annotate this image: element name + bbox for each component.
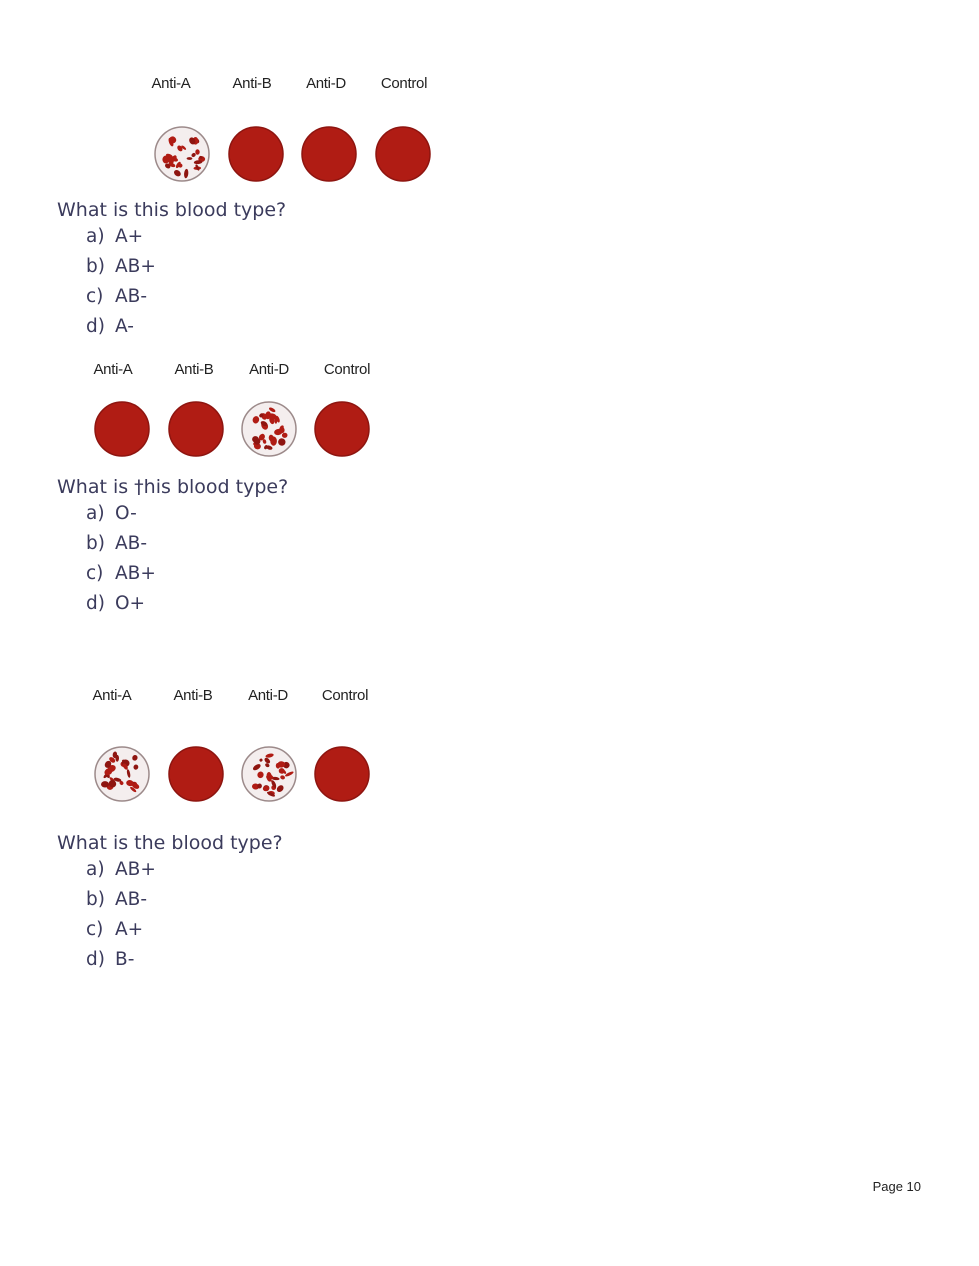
well-row	[86, 745, 386, 805]
reagent-label-anti-d: Anti-D	[248, 687, 288, 704]
page-number: Page 10	[872, 1179, 921, 1194]
option-c[interactable]: c) A+	[86, 919, 144, 940]
reagent-label-anti-d: Anti-D	[249, 361, 289, 378]
reagent-label-anti-a: Anti-A	[151, 75, 191, 92]
option-d[interactable]: d) A-	[86, 316, 134, 337]
option-b[interactable]: b) AB-	[86, 889, 148, 910]
option-b[interactable]: b) AB+	[86, 256, 156, 277]
reagent-label-anti-b: Anti-B	[232, 75, 272, 92]
question-1-options	[86, 226, 156, 346]
option-b[interactable]: b) AB-	[86, 533, 148, 554]
well-anti-a	[153, 125, 211, 183]
reagent-labels	[86, 687, 386, 717]
reagent-label-control: Control	[323, 361, 371, 378]
well-anti-d	[240, 400, 298, 458]
option-a[interactable]: a) O-	[86, 503, 137, 524]
well-anti-d	[300, 125, 358, 183]
reagent-label-anti-b: Anti-B	[173, 687, 213, 704]
reagent-label-control: Control	[321, 687, 369, 704]
reagent-label-anti-d: Anti-D	[306, 75, 346, 92]
well-anti-b	[167, 745, 225, 803]
well-anti-a	[93, 400, 151, 458]
reagent-label-control: Control	[380, 75, 428, 92]
reagent-labels	[145, 75, 445, 105]
option-a[interactable]: a) AB+	[86, 859, 156, 880]
question-1-text: What is this blood type?	[57, 199, 287, 221]
option-c[interactable]: c) AB-	[86, 286, 148, 307]
well-anti-b	[227, 125, 285, 183]
well-row	[145, 125, 445, 185]
option-c[interactable]: c) AB+	[86, 563, 156, 584]
well-anti-d	[240, 745, 298, 803]
reagent-label-anti-a: Anti-A	[93, 361, 133, 378]
option-a[interactable]: a) A+	[86, 226, 144, 247]
reagent-label-anti-a: Anti-A	[92, 687, 132, 704]
reagent-labels	[86, 361, 386, 391]
question-2-text: What is †his blood type?	[57, 476, 289, 498]
well-control	[374, 125, 432, 183]
well-anti-a	[93, 745, 151, 803]
blood-test-panel-3	[86, 687, 386, 812]
reagent-label-anti-b: Anti-B	[174, 361, 214, 378]
blood-test-panel-2	[86, 361, 386, 476]
well-control	[313, 745, 371, 803]
question-3-options	[86, 859, 156, 979]
question-2-options	[86, 503, 156, 623]
well-row	[86, 400, 386, 460]
option-d[interactable]: d) B-	[86, 949, 135, 970]
question-3-text: What is the blood type?	[57, 832, 283, 854]
option-d[interactable]: d) O+	[86, 593, 146, 614]
blood-test-panel-1	[145, 75, 445, 190]
well-anti-b	[167, 400, 225, 458]
well-control	[313, 400, 371, 458]
